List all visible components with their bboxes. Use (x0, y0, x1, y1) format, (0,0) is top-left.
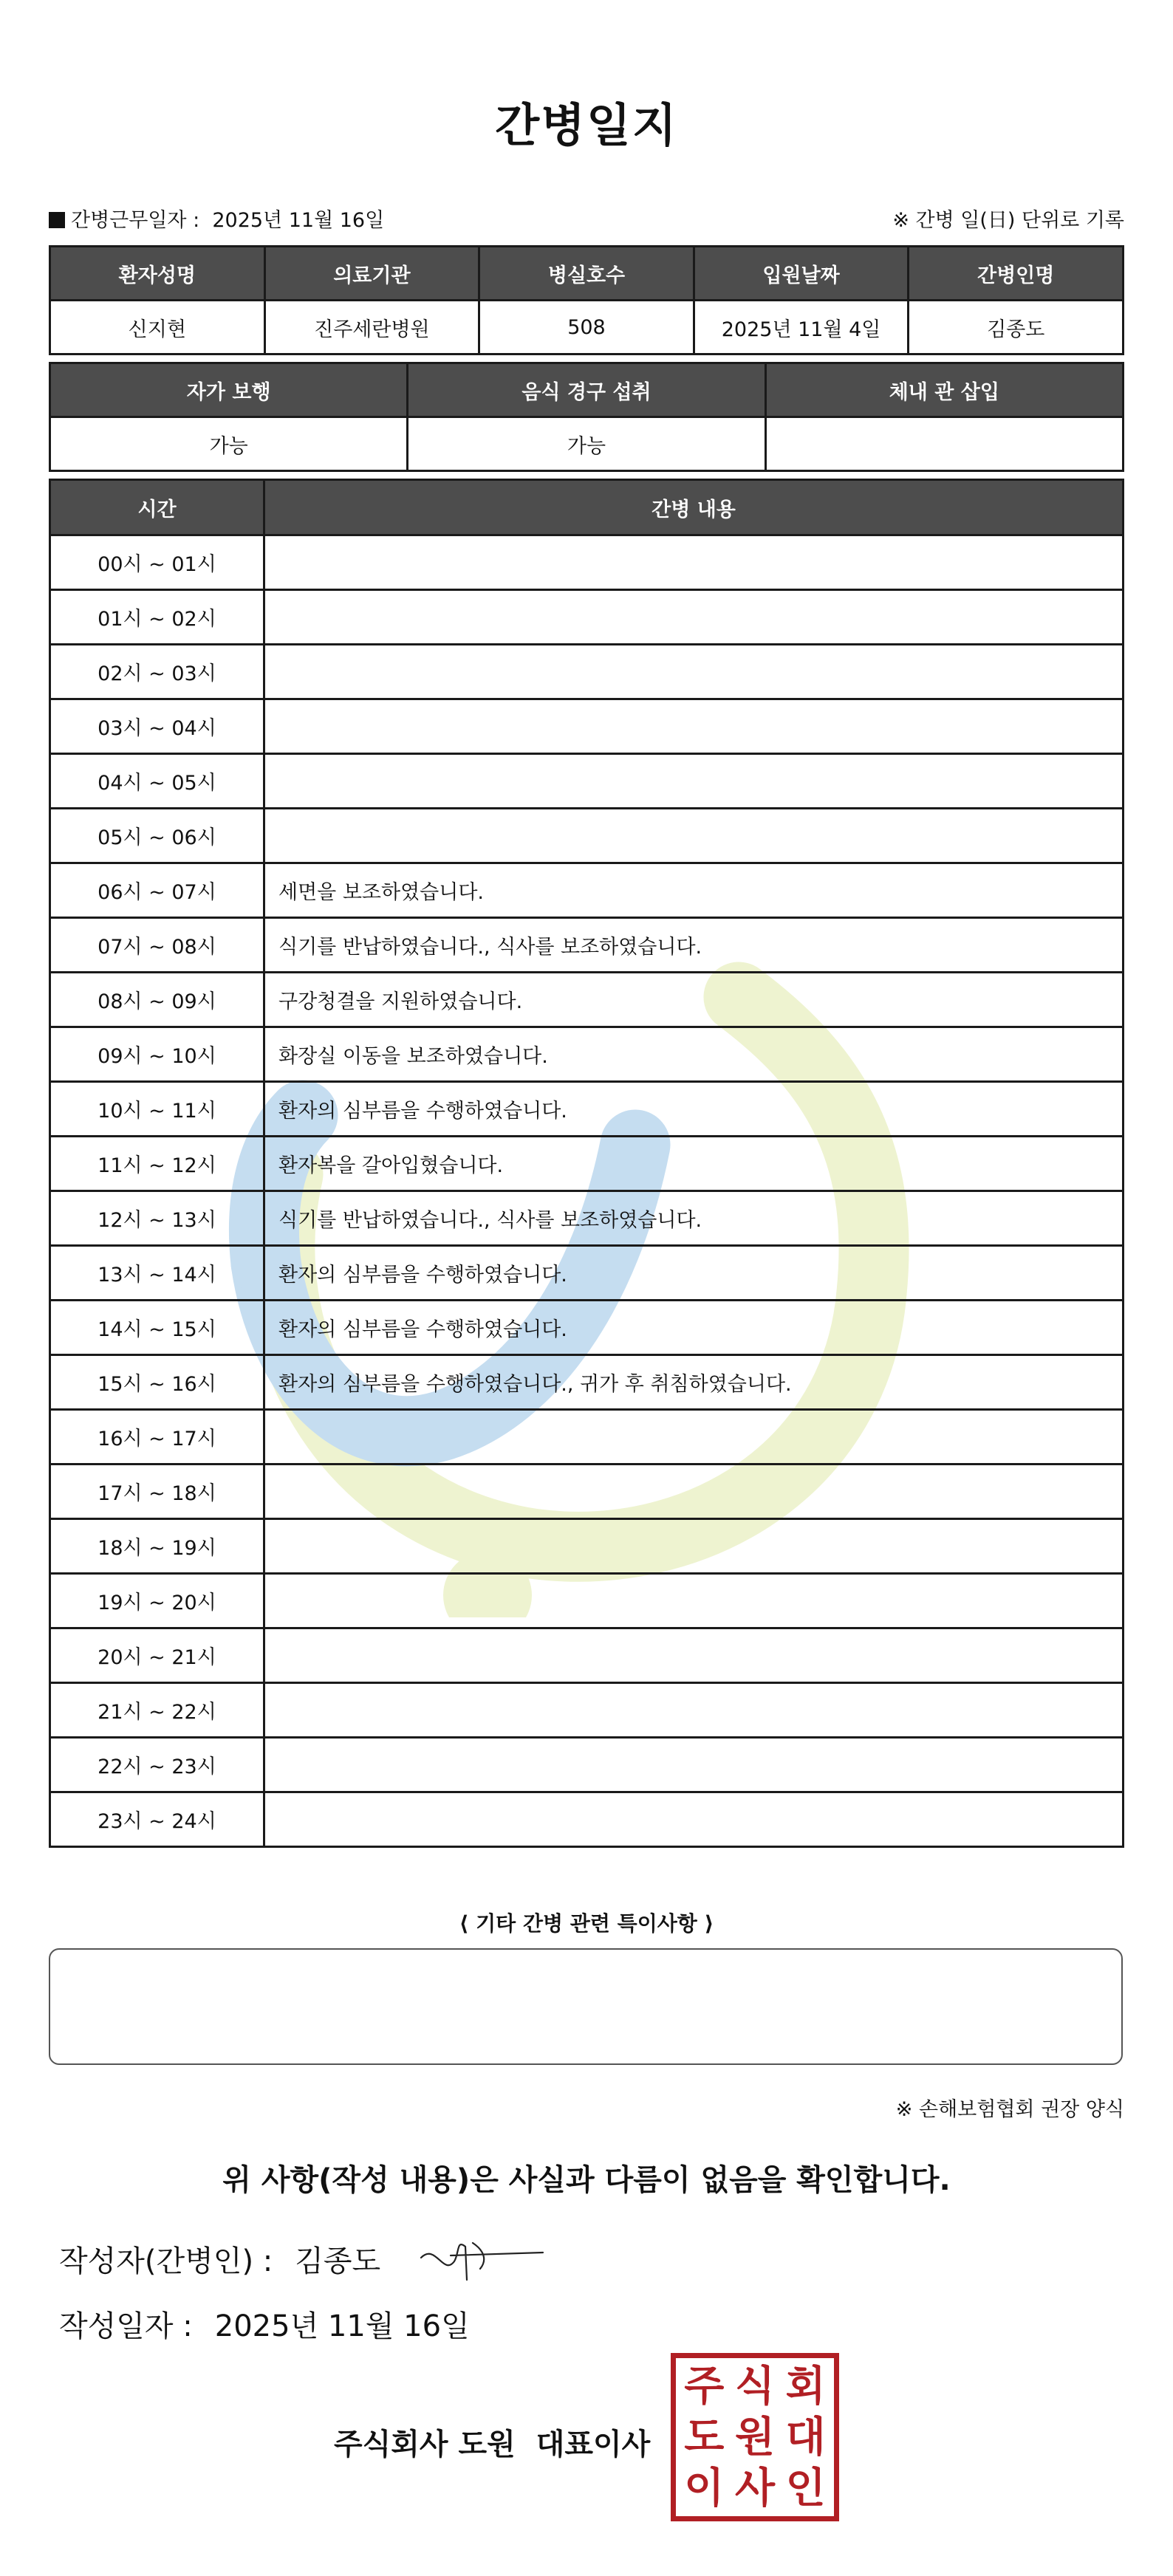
care-content: 환자의 심부름을 수행하였습니다. (264, 1082, 1124, 1137)
work-date-line (49, 204, 384, 233)
form-note: ※ 손해보험협회 권장 양식 (895, 2098, 1124, 2121)
care-content: 식기를 반납하였습니다., 식사를 보조하였습니다. (264, 1191, 1124, 1246)
seal-char: 도 (684, 2412, 725, 2462)
time-slot: 11시 ~ 12시 (50, 1137, 264, 1191)
table-row (50, 863, 1124, 918)
table-row (50, 1410, 1124, 1465)
square-bullet-icon (49, 212, 65, 228)
care-content (264, 1792, 1124, 1847)
time-slot: 20시 ~ 21시 (50, 1628, 264, 1683)
unit-note: ※ 간병 일(日) 단위로 기록 (892, 209, 1124, 232)
hospital-header: 의료기관 (264, 247, 479, 301)
table-row (50, 1574, 1124, 1628)
time-slot: 07시 ~ 08시 (50, 918, 264, 973)
patient-name-header: 환자성명 (50, 247, 265, 301)
admission-date-header: 입원날짜 (694, 247, 909, 301)
care-content: 환자의 심부름을 수행하였습니다. (264, 1246, 1124, 1301)
care-content: 환자복을 갈아입혔습니다. (264, 1137, 1124, 1191)
writer-line (59, 2238, 380, 2280)
table-row (50, 1683, 1124, 1738)
table-row (50, 973, 1124, 1027)
table-row (50, 1301, 1124, 1355)
time-slot: 23시 ~ 24시 (50, 1792, 264, 1847)
table-row (50, 754, 1124, 809)
seal-char: 인 (785, 2463, 826, 2512)
table-row (50, 1082, 1124, 1137)
care-content (264, 590, 1124, 645)
table-row (50, 1465, 1124, 1519)
patient-info-value-row (50, 301, 1124, 354)
care-content (264, 1410, 1124, 1465)
time-slot: 03시 ~ 04시 (50, 699, 264, 754)
writer-label: 작성자(간병인) : (59, 2244, 273, 2278)
time-slot: 01시 ~ 02시 (50, 590, 264, 645)
care-content: 구강청결을 지원하였습니다. (264, 973, 1124, 1027)
time-slot: 00시 ~ 01시 (50, 535, 264, 590)
table-row (50, 1137, 1124, 1191)
admission-date: 2025년 11월 4일 (694, 301, 909, 354)
confirmation-statement: 위 사항(작성 내용)은 사실과 다름이 없음을 확인합니다. (222, 2163, 951, 2197)
care-content (264, 1574, 1124, 1628)
table-row (50, 1246, 1124, 1301)
time-slot: 14시 ~ 15시 (50, 1301, 264, 1355)
time-slot: 19시 ~ 20시 (50, 1574, 264, 1628)
time-slot: 02시 ~ 03시 (50, 645, 264, 699)
seal-char: 대 (785, 2412, 826, 2462)
care-content (264, 645, 1124, 699)
time-slot: 05시 ~ 06시 (50, 809, 264, 863)
special-notes-box (49, 1948, 1123, 2065)
time-slot: 06시 ~ 07시 (50, 863, 264, 918)
room-number-header: 병실호수 (479, 247, 694, 301)
time-slot: 04시 ~ 05시 (50, 754, 264, 809)
time-slot: 15시 ~ 16시 (50, 1355, 264, 1410)
care-content (264, 535, 1124, 590)
page-title: 간병일지 (495, 98, 678, 152)
care-content: 환자의 심부름을 수행하였습니다. (264, 1301, 1124, 1355)
seal-char: 주 (684, 2362, 725, 2411)
seal-char: 이 (684, 2463, 725, 2512)
work-date-label: 간병근무일자 : (71, 209, 200, 232)
seal-char: 원 (734, 2412, 776, 2462)
care-log-header-row (50, 480, 1124, 535)
seal-char: 회 (785, 2362, 826, 2411)
seal-char: 식 (734, 2362, 776, 2411)
tube-insertion-value (765, 417, 1123, 471)
table-row (50, 1792, 1124, 1847)
time-slot: 22시 ~ 23시 (50, 1738, 264, 1792)
work-date-value: 2025년 11월 16일 (212, 209, 385, 232)
table-row (50, 1355, 1124, 1410)
time-slot: 12시 ~ 13시 (50, 1191, 264, 1246)
time-slot: 21시 ~ 22시 (50, 1683, 264, 1738)
care-content: 식기를 반납하였습니다., 식사를 보조하였습니다. (264, 918, 1124, 973)
ceo-title: 대표이사 (536, 2428, 651, 2462)
table-row (50, 535, 1124, 590)
table-row (50, 809, 1124, 863)
writer-name: 김종도 (295, 2244, 381, 2278)
table-row (50, 590, 1124, 645)
care-content (264, 809, 1124, 863)
table-row (50, 1191, 1124, 1246)
care-content (264, 1465, 1124, 1519)
tube-insertion-header: 체내 관 삽입 (765, 363, 1123, 417)
care-content (264, 1738, 1124, 1792)
care-content (264, 1519, 1124, 1574)
care-content (264, 1628, 1124, 1683)
write-date-value: 2025년 11월 16일 (214, 2309, 470, 2343)
care-log-table (49, 479, 1124, 1848)
time-slot: 10시 ~ 11시 (50, 1082, 264, 1137)
caregiver-name: 김종도 (909, 301, 1124, 354)
hospital-name: 진주세란병원 (264, 301, 479, 354)
patient-status-value-row (50, 417, 1124, 471)
caregiver-name-header: 간병인명 (909, 247, 1124, 301)
company-seal-stamp (671, 2353, 839, 2521)
table-row (50, 1519, 1124, 1574)
write-date-line (59, 2303, 470, 2345)
patient-status-table (49, 362, 1124, 472)
time-header: 시간 (50, 480, 264, 535)
room-number: 508 (479, 301, 694, 354)
table-row (50, 699, 1124, 754)
oral-intake-header: 음식 경구 섭취 (408, 363, 765, 417)
table-row (50, 1738, 1124, 1792)
table-row (50, 1628, 1124, 1683)
table-row (50, 645, 1124, 699)
time-slot: 09시 ~ 10시 (50, 1027, 264, 1082)
special-notes-title: ⟨ 기타 간병 관련 특이사항 ⟩ (459, 1911, 714, 1936)
company-name: 주식회사 도원 (334, 2428, 516, 2462)
time-slot: 17시 ~ 18시 (50, 1465, 264, 1519)
care-content: 환자의 심부름을 수행하였습니다., 귀가 후 취침하였습니다. (264, 1355, 1124, 1410)
patient-info-header-row (50, 247, 1124, 301)
write-date-label: 작성일자 : (59, 2309, 193, 2343)
care-content (264, 699, 1124, 754)
care-content: 화장실 이동을 보조하였습니다. (264, 1027, 1124, 1082)
care-content (264, 754, 1124, 809)
patient-status-header-row (50, 363, 1124, 417)
time-slot: 18시 ~ 19시 (50, 1519, 264, 1574)
care-content: 세면을 보조하였습니다. (264, 863, 1124, 918)
patient-name: 신지현 (50, 301, 265, 354)
table-row (50, 918, 1124, 973)
patient-info-table (49, 245, 1124, 355)
time-slot: 13시 ~ 14시 (50, 1246, 264, 1301)
company-line (334, 2421, 650, 2463)
table-row (50, 1027, 1124, 1082)
handwritten-signature (414, 2224, 547, 2284)
care-content-header: 간병 내용 (264, 480, 1124, 535)
seal-char: 사 (734, 2463, 776, 2512)
walking-value: 가능 (50, 417, 408, 471)
time-slot: 08시 ~ 09시 (50, 973, 264, 1027)
care-content (264, 1683, 1124, 1738)
time-slot: 16시 ~ 17시 (50, 1410, 264, 1465)
oral-intake-value: 가능 (408, 417, 765, 471)
walking-header: 자가 보행 (50, 363, 408, 417)
